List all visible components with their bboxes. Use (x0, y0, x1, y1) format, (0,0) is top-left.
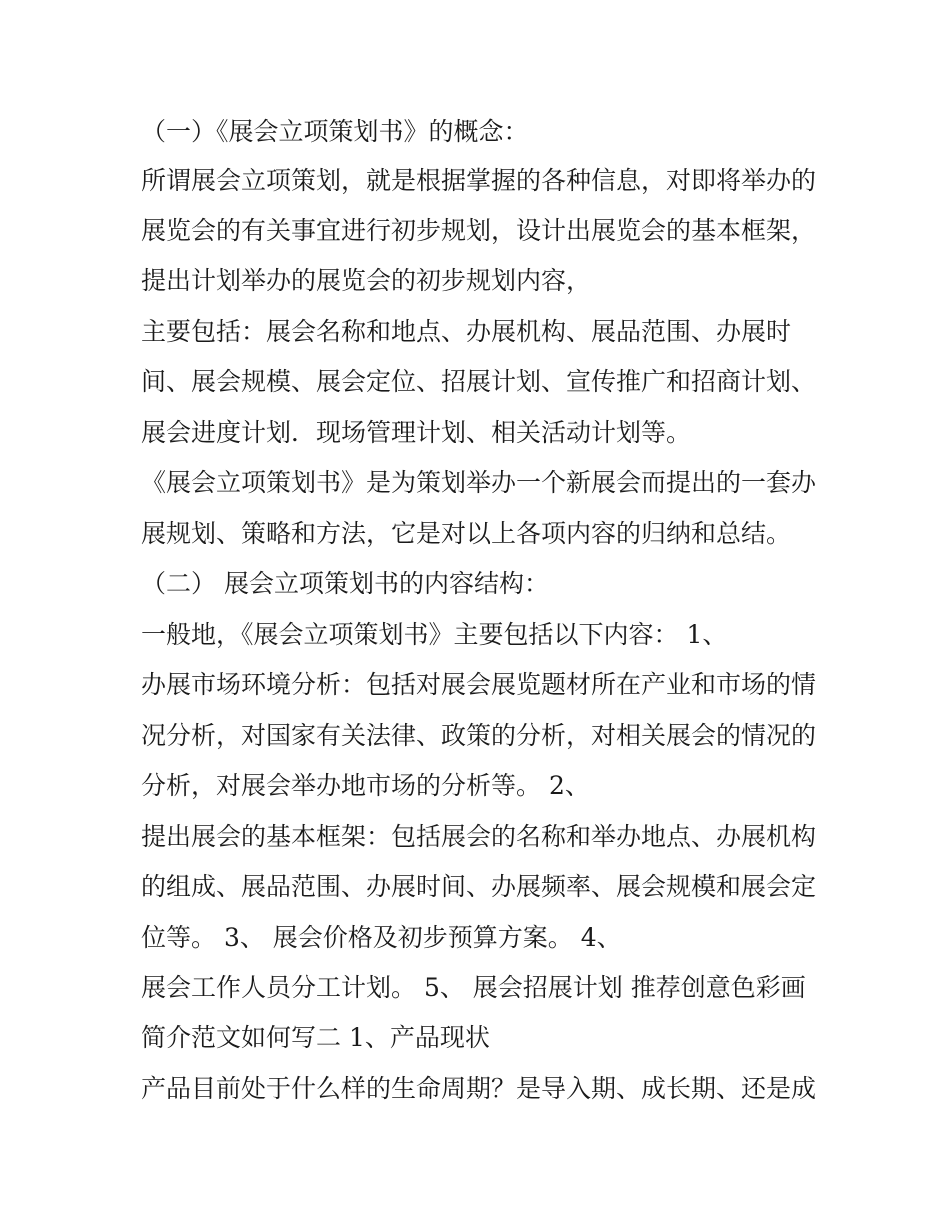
paragraph-line: 展规划、策略和方法，它是对以上各项内容的归纳和总结。 (141, 519, 792, 548)
paragraph-line: 主要包括：展会名称和地点、办展机构、展品范围、办展时 (141, 317, 792, 346)
paragraph-line: 简介范文如何写二 1、产品现状 (141, 1023, 490, 1052)
paragraph-line: 况分析，对国家有关法律、政策的分析，对相关展会的情况的 (141, 721, 817, 750)
paragraph-line: 一般地，《展会立项策划书》主要包括以下内容： 1、 (141, 620, 728, 649)
paragraph-line: 提出展会的基本框架：包括展会的名称和举办地点、办展机构 (141, 822, 817, 851)
paragraph-line: 间、展会规模、展会定位、招展计划、宣传推广和招商计划、 (141, 367, 817, 396)
paragraph-line: 提出计划举办的展览会的初步规划内容， (141, 266, 592, 295)
paragraph-line: 展会进度计划．现场管理计划、相关活动计划等。 (141, 418, 692, 447)
paragraph-line: 位等。 3、 展会价格及初步预算方案。 4、 (141, 923, 622, 952)
paragraph-line: 分析，对展会举办地市场的分析等。 2、 (141, 771, 590, 800)
paragraph-line: 的组成、展品范围、办展时间、办展频率、展会规模和展会定 (141, 872, 817, 901)
paragraph-line: 《展会立项策划书》是为策划举办一个新展会而提出的一套办 (141, 468, 817, 497)
paragraph-line: 产品目前处于什么样的生命周期？是导入期、成长期、还是成 (141, 1074, 817, 1103)
paragraph-line: 展会工作人员分工计划。 5、 展会招展计划 推荐创意色彩画 (141, 973, 806, 1002)
paragraph-line: 办展市场环境分析：包括对展会展览题材所在产业和市场的情 (141, 670, 817, 699)
paragraph-line: 展览会的有关事宜进行初步规划，设计出展览会的基本框架， (141, 216, 817, 245)
paragraph-line: 所谓展会立项策划，就是根据掌握的各种信息，对即将举办的 (141, 166, 817, 195)
heading-structure: （二） 展会立项策划书的内容结构： (141, 569, 549, 598)
heading-concept: （一）《展会立项策划书》的概念： (141, 117, 529, 146)
